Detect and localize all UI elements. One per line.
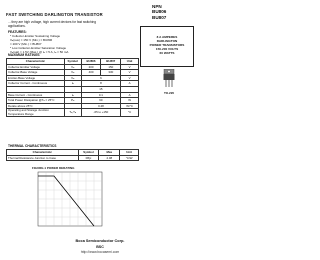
summary-line: DARLINGTON	[156, 39, 178, 43]
cell: -65 to +150	[81, 109, 121, 117]
summary-line: 150-200 VOLTS	[155, 47, 179, 51]
features-list	[10, 34, 68, 54]
part-numbers	[152, 4, 192, 20]
cell: Vₙ	[64, 75, 81, 81]
column-header: Max	[99, 150, 120, 156]
package-label: TO-220	[163, 91, 175, 95]
feature-line: * Low Collector-Emitter Saturation Voltage	[10, 46, 67, 50]
cell: V	[121, 70, 139, 76]
power-derating-graph	[30, 170, 105, 236]
thermal-heading: THERMAL CHARACTERISTICS	[8, 144, 57, 148]
graph-title: FIGURE-1 POWER DERATING	[32, 166, 75, 170]
cell: A	[121, 81, 139, 87]
cell: A	[121, 92, 139, 98]
feature-line: = 200 V (Min.) = BU807	[10, 42, 42, 46]
summary-line: POWER TRANSISTORS	[149, 43, 185, 47]
summary-line: 60 WATTS	[159, 51, 175, 55]
column-header: Characteristic	[7, 150, 79, 156]
cell: 0.1	[81, 92, 121, 98]
max-ratings-heading: MAXIMUM RATINGS	[8, 53, 40, 57]
company-abbr: BSC	[96, 245, 104, 249]
cell: 0.48	[81, 103, 121, 109]
part-number-2: BU807	[152, 14, 167, 20]
max-ratings-table	[6, 58, 139, 117]
cell: Base Current - Continuous	[7, 92, 65, 98]
part-number-1: BU806	[152, 9, 167, 15]
cell: Operating and Storage Junction Temperature Range	[7, 109, 65, 117]
cell: Tₙ,Tₙ	[64, 109, 81, 117]
to220-package-icon	[162, 69, 176, 87]
feature-line: * Collector-Emitter Sustaining Voltage	[10, 34, 61, 38]
cell: 150	[101, 64, 121, 70]
cell: 60	[81, 98, 121, 104]
cell: Collector-Emitter Voltage	[7, 64, 65, 70]
column-header: BU806	[81, 59, 101, 65]
column-header: Symbol	[78, 150, 99, 156]
cell: Iₙ	[64, 92, 81, 98]
cell: Vₙ	[64, 70, 81, 76]
column-header: Characteristic	[7, 59, 65, 65]
cell: Iₙ	[64, 81, 81, 87]
intro-text: ... they are high voltage, high current devices for fast switching applications.	[8, 20, 97, 28]
cell: 6	[81, 75, 121, 81]
cell: °C	[121, 109, 139, 117]
summary-line: 8 A AMPERES	[156, 35, 178, 39]
thermal-table	[6, 149, 139, 161]
document-title: FAST SWITCHING DARLINGTON TRANSISTOR	[6, 12, 103, 17]
company-url[interactable]: http://www.bocasemi.com	[80, 250, 120, 254]
cell: 330	[101, 70, 121, 76]
table-row	[7, 109, 139, 117]
cell: 400	[81, 70, 101, 76]
cell: Pₙ	[64, 98, 81, 104]
cell: Collector-Base Voltage	[7, 70, 65, 76]
column-header: BU807	[101, 59, 121, 65]
cell: Emitter-Base Voltage	[7, 75, 65, 81]
cell: W/°C	[121, 103, 139, 109]
cell: V	[121, 64, 139, 70]
column-header: Unit	[120, 150, 139, 156]
cell: W	[121, 98, 139, 104]
part-type: NPN	[152, 4, 162, 9]
table-row	[7, 155, 139, 161]
cell: 2.08	[99, 155, 120, 161]
feature-line: Vₙ(sat) = 1.5V (Max.) @ Iₙ = 5 A, Iₙ = 50 mA	[10, 50, 69, 54]
column-header: Symbol	[64, 59, 81, 65]
cell: Collector Current - Continuous	[7, 81, 65, 87]
cell: Rθjc	[78, 155, 99, 161]
cell: 8	[81, 81, 121, 87]
cell: Vₙ	[64, 64, 81, 70]
cell: V	[121, 75, 139, 81]
column-header: Unit	[121, 59, 139, 65]
cell: 15	[81, 86, 121, 92]
company-name: Boca Semiconductor Corp.	[75, 239, 125, 243]
cell: °C/W	[120, 155, 139, 161]
cell: Total Power Dissipation @Tₙ = 25°C	[7, 98, 65, 104]
summary-box	[140, 26, 194, 67]
cell: Derate above 25°C	[7, 103, 65, 109]
feature-line: Vₙ(sus) = 150 V (Min.) = BU806	[10, 38, 53, 42]
features-heading: FEATURES:	[8, 30, 27, 34]
cell: Thermal Resistance Junction to Case	[7, 155, 79, 161]
cell: 200	[81, 64, 101, 70]
